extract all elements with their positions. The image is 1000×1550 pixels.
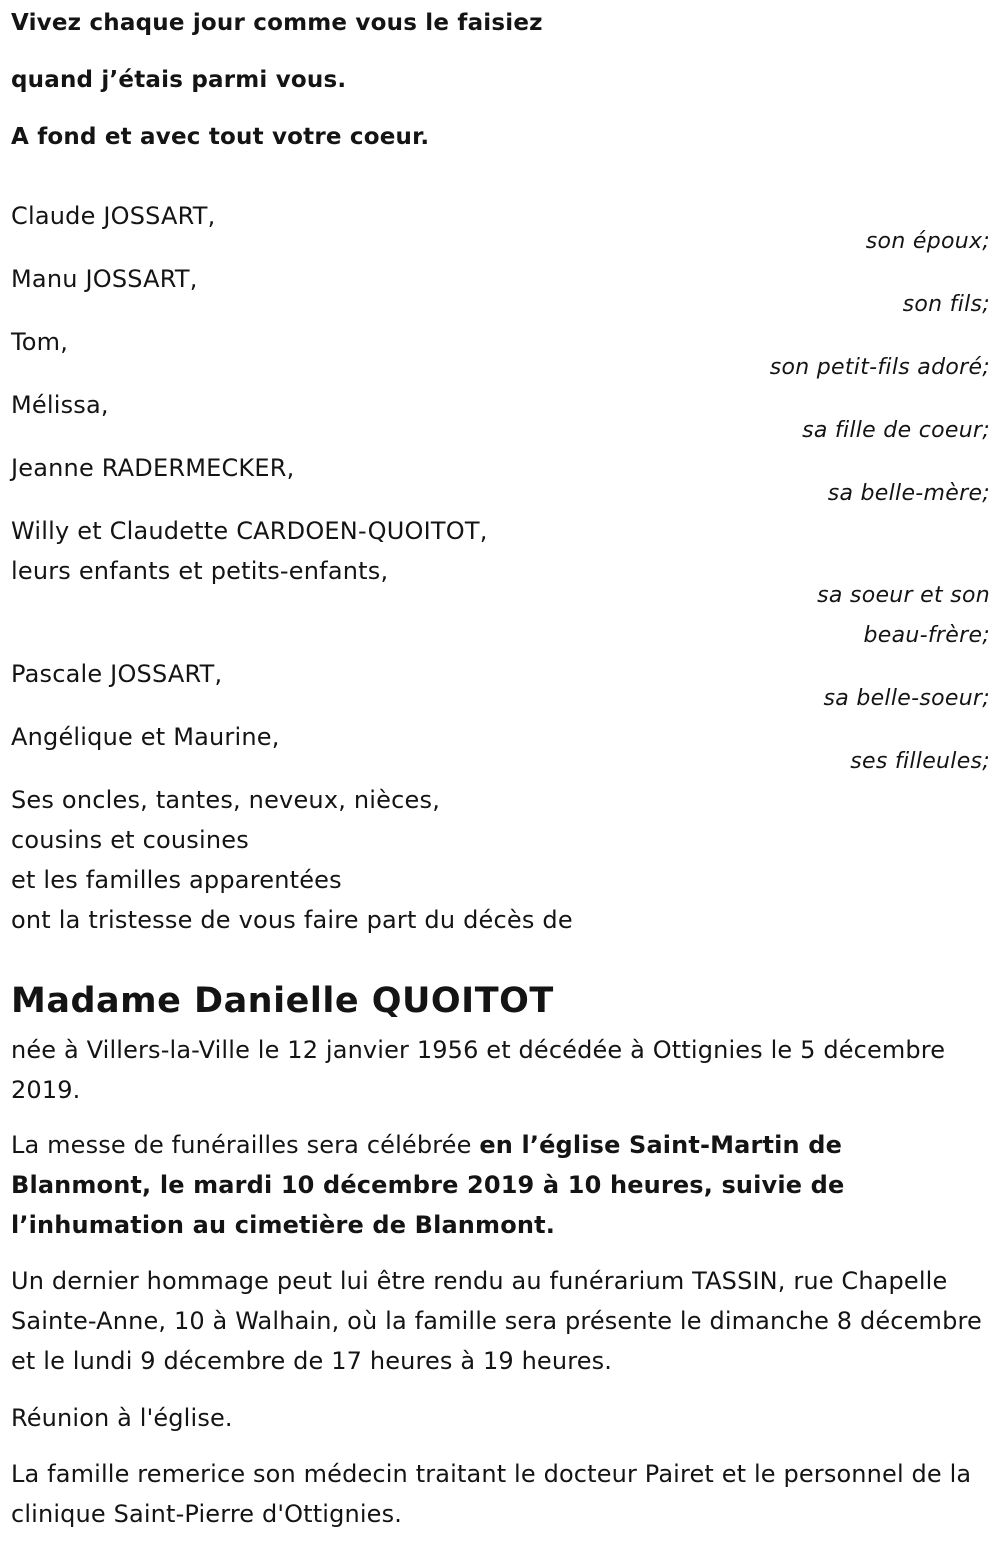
family-name: Claude JOSSART, — [11, 202, 216, 230]
meeting-text: Réunion à l'église. — [11, 1404, 233, 1432]
family-name: Jeanne RADERMECKER, — [11, 454, 295, 482]
closing-family-line-4: ont la tristesse de vous faire part du décès de — [11, 906, 573, 934]
family-name: Pascale JOSSART, — [11, 660, 223, 688]
tribute-paragraph: Un dernier hommage peut lui être rendu au funérarium TASSIN, rue Chapelle Sainte-Anne, 10 à Walhain, où la famille sera présente le dimanche 8 décembre et le lundi 9 décembre de 17 heures à 19 heures. — [11, 1267, 982, 1375]
family-name: Angélique et Maurine, — [11, 723, 280, 751]
closing-family-line-1: Ses oncles, tantes, neveux, nièces, — [11, 786, 441, 814]
family-relation: son fils; — [902, 292, 990, 317]
family-relation: son époux; — [865, 229, 990, 254]
family-name-line-2: leurs enfants et petits-enfants, — [11, 557, 389, 585]
family-relation: sa belle-mère; — [827, 481, 990, 506]
epitaph-line-2: quand j’étais parmi vous. — [11, 67, 347, 93]
closing-family-line-3: et les familles apparentées — [11, 866, 342, 894]
family-name: Willy et Claudette CARDOEN-QUOITOT, — [11, 517, 488, 545]
family-name: Manu JOSSART, — [11, 265, 198, 293]
funeral-paragraph — [11, 1125, 986, 1245]
thanks-paragraph: La famille remerice son médecin traitant le docteur Pairet et le personnel de la clinique Saint-Pierre d'Ottignies. — [11, 1460, 972, 1528]
epitaph-line-1: Vivez chaque jour comme vous le faisiez — [11, 10, 543, 36]
epitaph-line-3: A fond et avec tout votre coeur. — [11, 124, 430, 150]
family-relation-line-2: beau-frère; — [863, 623, 990, 648]
family-relation: sa belle-soeur; — [823, 686, 990, 711]
family-relation: sa soeur et son — [817, 583, 990, 608]
birth-death-text: née à Villers-la-Ville le 12 janvier 1956 et décédée à Ottignies le 5 décembre 2019. — [11, 1036, 946, 1104]
closing-family-line-2: cousins et cousines — [11, 826, 249, 854]
family-relation: ses filleules; — [850, 749, 990, 774]
funeral-intro: La messe de funérailles sera célébrée — [11, 1131, 480, 1159]
family-name: Mélissa, — [11, 391, 109, 419]
funeral-details: en l’église Saint-Martin de Blanmont, le mardi 10 décembre 2019 à 10 heures, suivie de l’inhumation au cimetière de Blanmont. — [11, 1131, 845, 1239]
family-relation: son petit-fils adoré; — [769, 355, 990, 380]
family-name: Tom, — [11, 328, 69, 356]
deceased-name: Madame Danielle QUOITOT — [11, 981, 554, 1021]
family-relation: sa fille de coeur; — [802, 418, 990, 443]
